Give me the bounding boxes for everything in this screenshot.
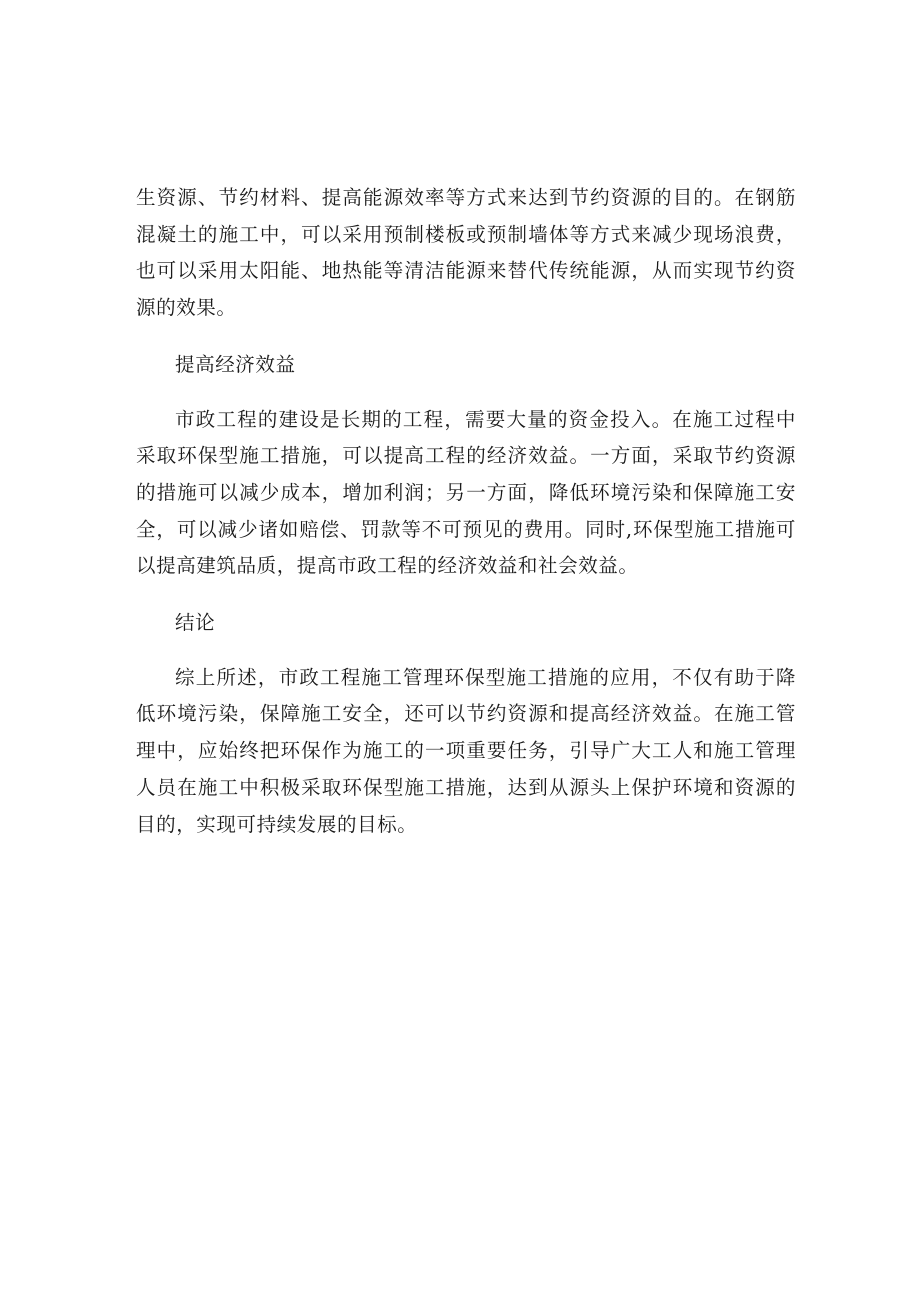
economic-benefit-paragraph: 市政工程的建设是长期的工程，需要大量的资金投入。在施工过程中采取环保型施工措施，可以提高工程的经济效益。一方面，采取节约资源的措施可以减少成本，增加利润；另一方面，降低环境污染和保障施工安全，可以减少诸如赔偿、罚款等不可预见的费用。同时,环保型施工措施可以提高建筑品质，提高市政工程的经济效益和社会效益。	[136, 407, 796, 578]
spacer	[136, 327, 796, 347]
conclusion-paragraph: 综上所述，市政工程施工管理环保型施工措施的应用，不仅有助于降低环境污染，保障施工安全，还可以节约资源和提高经济效益。在施工管理中，应始终把环保作为施工的一项重要任务，引导广大工人和施工管理人员在施工中积极采取环保型施工措施，达到从源头上保护环境和资源的目的，实现可持续发展的目标。	[136, 665, 796, 836]
spacer	[136, 642, 796, 660]
document-body	[136, 180, 796, 843]
section-heading-economic-benefit: 提高经济效益	[175, 352, 296, 376]
spacer	[136, 384, 796, 402]
intro-paragraph: 生资源、节约材料、提高能源效率等方式来达到节约资源的目的。在钢筋混凝土的施工中，可以采用预制楼板或预制墙体等方式来减少现场浪费，也可以采用太阳能、地热能等清洁能源来替代传统能源，从而实现节约资源的效果。	[136, 186, 796, 320]
spacer	[136, 585, 796, 605]
section-heading-conclusion: 结论	[175, 611, 216, 635]
